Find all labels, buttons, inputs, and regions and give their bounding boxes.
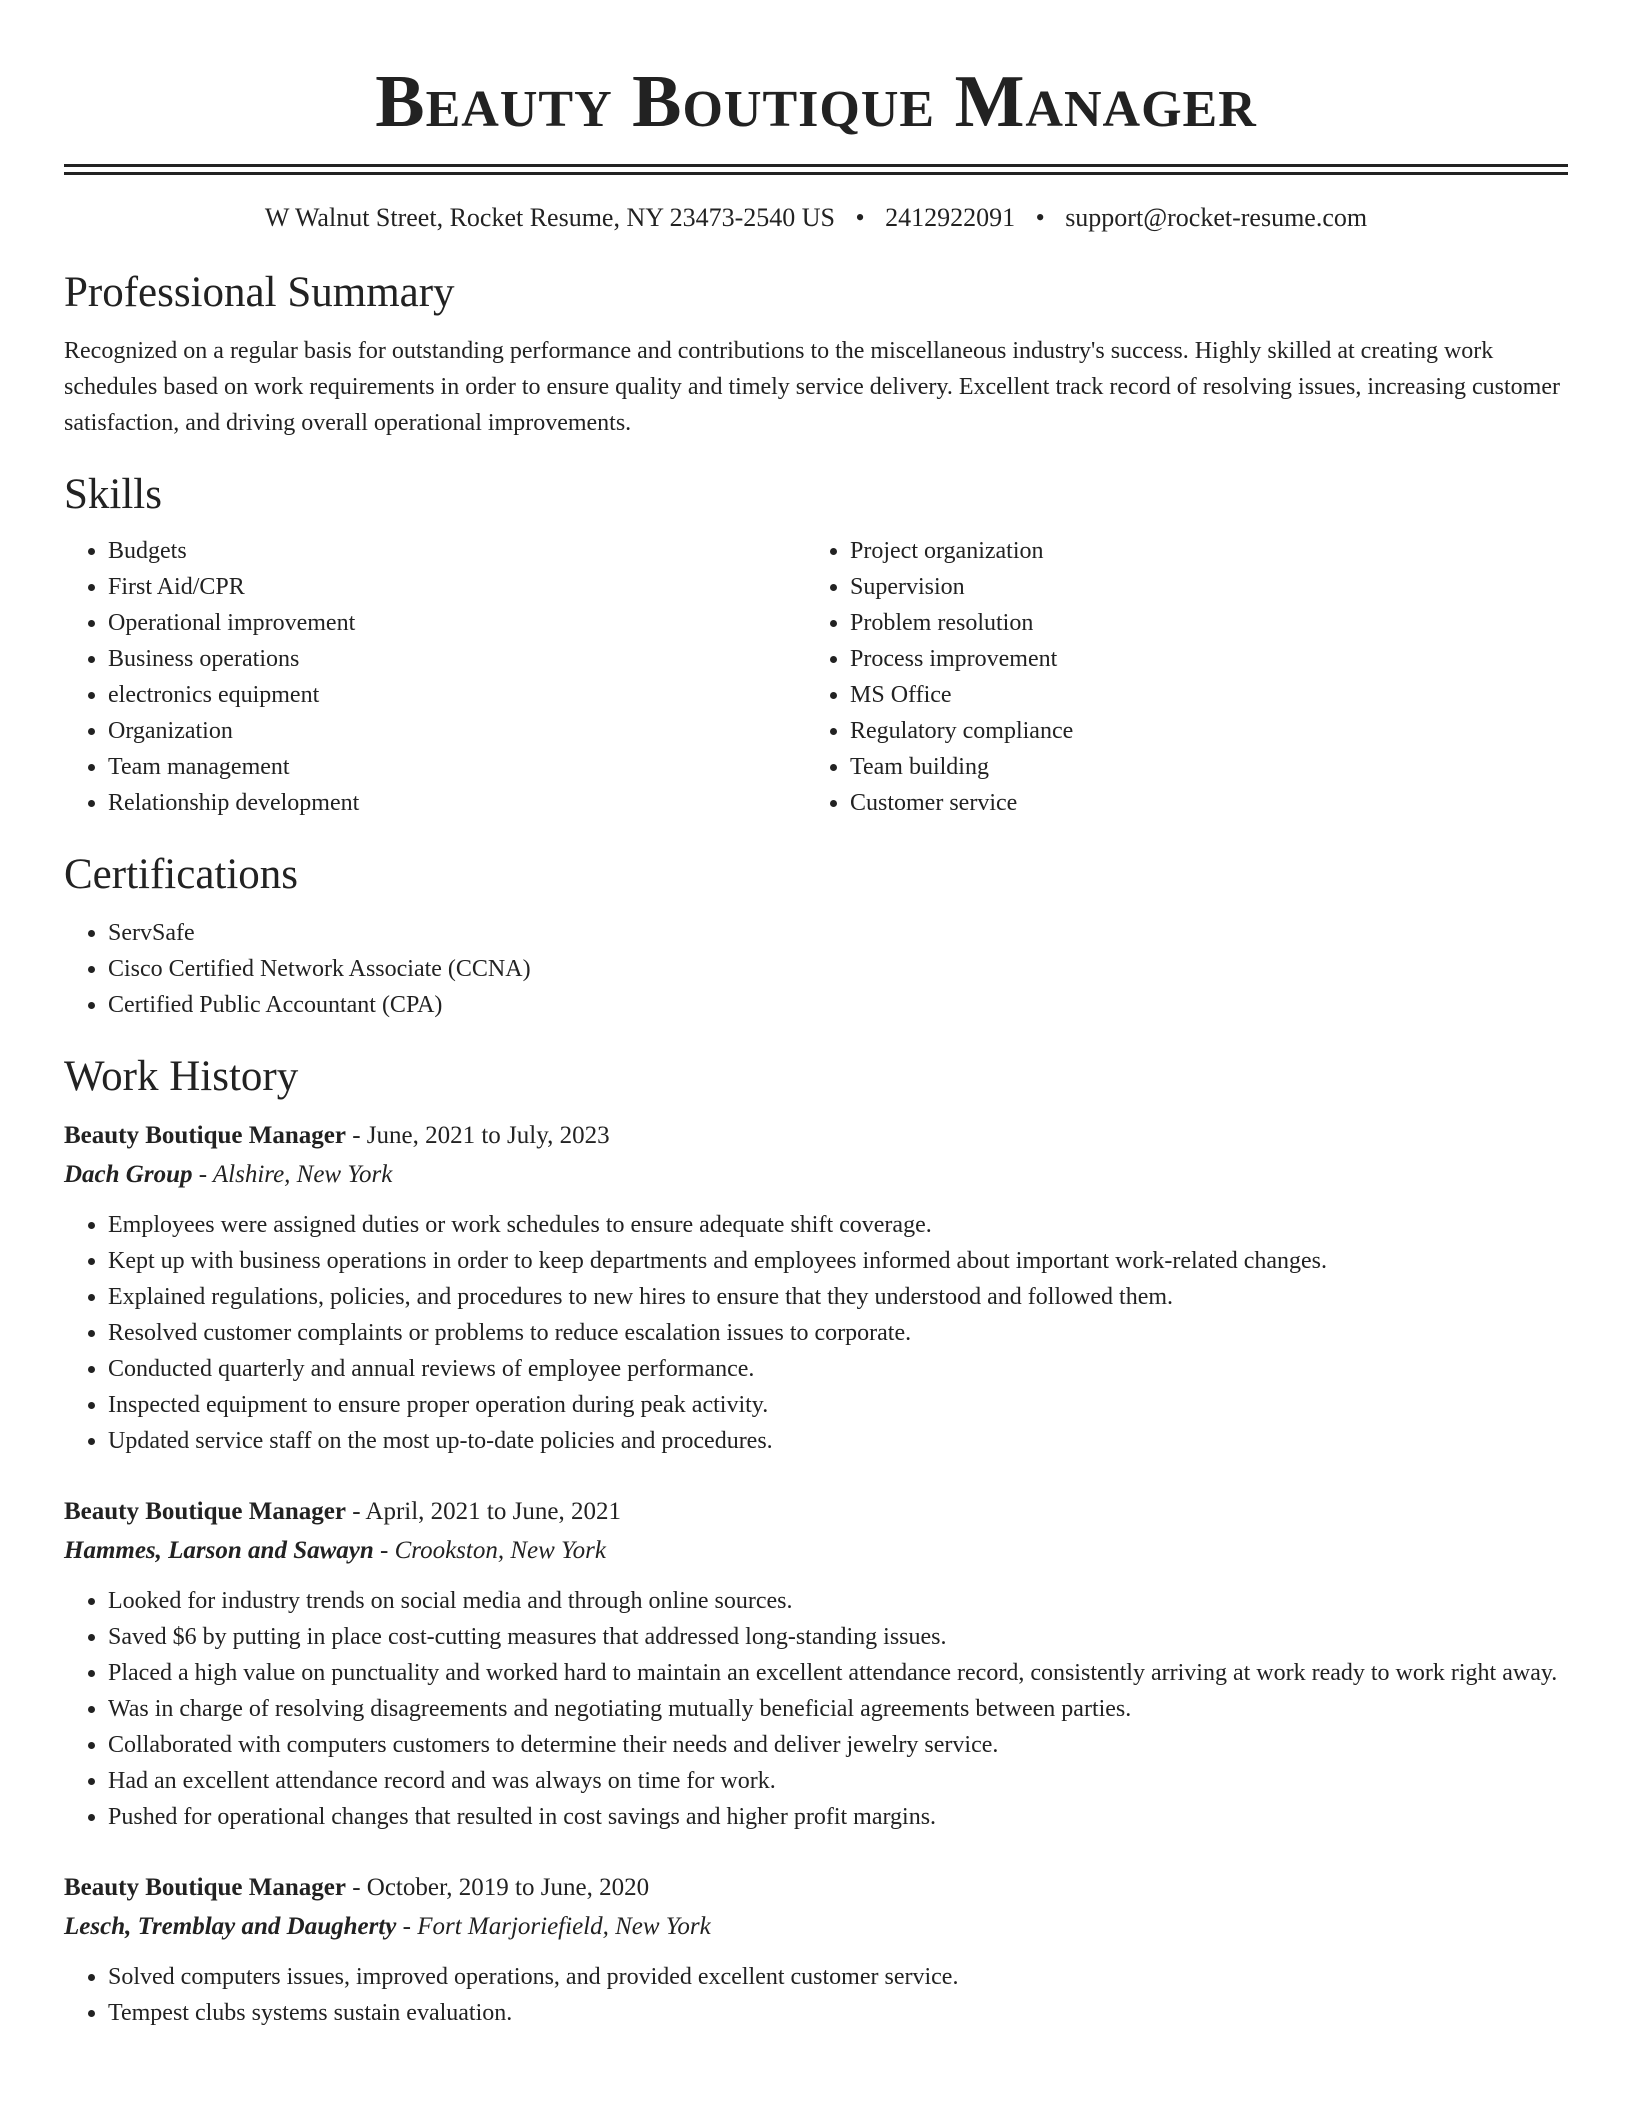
work-history-section (64, 1051, 1568, 2031)
summary-text: Recognized on a regular basis for outstanding performance and contributions to the miscellaneous industry's success. Highly skilled at creating work schedules based on work requirements in order to ensure quality and timely service delivery. Excellent track record of resolving issues, increasing customer satisfaction, and driving overall operational improvements. (64, 338, 1560, 436)
job-bullet: • Updated service staff on the most up-to-date policies and procedures. (108, 1423, 1568, 1459)
job-company: Lesch, Tremblay and Daugherty (64, 1913, 397, 1940)
skills-section (64, 469, 1568, 821)
skill-item: • Regulatory compliance (850, 713, 1548, 749)
certifications-heading: Certifications (64, 851, 299, 898)
skill-item: • Budgets (108, 533, 806, 569)
job-bullet: • Tempest clubs systems sustain evaluation. (108, 1995, 1568, 2031)
contact-email[interactable]: support@rocket-resume.com (1065, 203, 1368, 232)
job-bullet: • Collaborated with computers customers to determine their needs and deliver jewelry service. (108, 1727, 1568, 1763)
job-company-line (64, 1155, 1568, 1195)
skill-item: • Operational improvement (108, 605, 806, 641)
job-company-line (64, 1907, 1568, 1947)
job-bullet: • Inspected equipment to ensure proper operation during peak activity. (108, 1387, 1568, 1423)
skills-column-right (806, 533, 1548, 821)
job-location: - Fort Marjoriefield, New York (396, 1913, 711, 1940)
job-bullet-list (64, 1959, 1568, 2031)
job-dates: - April, 2021 to June, 2021 (345, 1498, 621, 1525)
job-bullet: • Looked for industry trends on social media and through online sources. (108, 1583, 1568, 1619)
job-bullet: • Pushed for operational changes that resulted in cost savings and higher profit margins. (108, 1799, 1568, 1835)
skill-item: • Supervision (850, 569, 1548, 605)
job-dates: - June, 2021 to July, 2023 (345, 1122, 610, 1149)
job-bullet: • Employees were assigned duties or work schedules to ensure adequate shift coverage. (108, 1207, 1568, 1243)
summary-section (64, 267, 1568, 441)
job-company: Hammes, Larson and Sawayn (64, 1537, 374, 1564)
skill-item: • First Aid/CPR (108, 569, 806, 605)
job-entry (64, 1869, 1568, 2031)
job-bullet: • Conducted quarterly and annual reviews of employee performance. (108, 1351, 1568, 1387)
contact-line (64, 201, 1568, 235)
certifications-list (64, 915, 1568, 1023)
job-location: - Crookston, New York (373, 1537, 606, 1564)
job-company: Dach Group (64, 1161, 193, 1188)
contact-phone: 2412922091 (885, 203, 1016, 232)
job-title: Beauty Boutique Manager (64, 1874, 346, 1901)
skill-item: • Project organization (850, 533, 1548, 569)
skill-item: • Team building (850, 749, 1548, 785)
skills-list-left (64, 533, 806, 821)
job-title: Beauty Boutique Manager (64, 1122, 346, 1149)
job-title-line (64, 1493, 1568, 1531)
job-bullet: • Resolved customer complaints or problems to reduce escalation issues to corporate. (108, 1315, 1568, 1351)
job-company-line (64, 1531, 1568, 1571)
skill-item: • Team management (108, 749, 806, 785)
skill-item: • Customer service (850, 785, 1548, 821)
job-location: - Alshire, New York (192, 1161, 393, 1188)
summary-heading: Professional Summary (64, 269, 455, 316)
contact-separator: • (1035, 203, 1045, 232)
skill-item: • Problem resolution (850, 605, 1548, 641)
skill-item: • Business operations (108, 641, 806, 677)
job-title-line (64, 1117, 1568, 1155)
job-bullet-list (64, 1583, 1568, 1835)
resume-title: Beauty Boutique Manager (375, 61, 1257, 143)
job-title: Beauty Boutique Manager (64, 1498, 346, 1525)
job-bullet: • Solved computers issues, improved operations, and provided excellent customer service. (108, 1959, 1568, 1995)
skill-item: • MS Office (850, 677, 1548, 713)
skill-item: • Process improvement (850, 641, 1548, 677)
certification-item: • ServSafe (108, 915, 1568, 951)
skill-item: • Organization (108, 713, 806, 749)
job-bullet: • Explained regulations, policies, and procedures to new hires to ensure that they understood and followed them. (108, 1279, 1568, 1315)
certification-item: • Certified Public Accountant (CPA) (108, 987, 1568, 1023)
job-bullet: • Saved $6 by putting in place cost-cutting measures that addressed long-standing issues. (108, 1619, 1568, 1655)
skills-column-left (64, 533, 806, 821)
work-history-heading: Work History (64, 1053, 299, 1100)
job-title-line (64, 1869, 1568, 1907)
skills-heading: Skills (64, 471, 162, 518)
skill-item: • electronics equipment (108, 677, 806, 713)
job-entry (64, 1493, 1568, 1835)
job-dates: - October, 2019 to June, 2020 (345, 1874, 650, 1901)
skill-item: • Relationship development (108, 785, 806, 821)
job-bullet: • Kept up with business operations in order to keep departments and employees informed about important work-related changes. (108, 1243, 1568, 1279)
job-bullet-list (64, 1207, 1568, 1459)
contact-address: W Walnut Street, Rocket Resume, NY 23473-2540 US (264, 203, 835, 232)
job-bullet: • Placed a high value on punctuality and worked hard to maintain an excellent attendance record, consistently arriving at work ready to work right away. (108, 1655, 1568, 1691)
skills-list-right (806, 533, 1548, 821)
certifications-section (64, 849, 1568, 1023)
certification-item: • Cisco Certified Network Associate (CCNA) (108, 951, 1568, 987)
job-bullet: • Was in charge of resolving disagreements and negotiating mutually beneficial agreements between parties. (108, 1691, 1568, 1727)
job-bullet: • Had an excellent attendance record and was always on time for work. (108, 1763, 1568, 1799)
contact-separator: • (855, 203, 865, 232)
resume-page (64, 0, 1568, 2031)
skills-columns (64, 533, 1568, 821)
job-entry (64, 1117, 1568, 1459)
title-double-rule (64, 164, 1568, 175)
